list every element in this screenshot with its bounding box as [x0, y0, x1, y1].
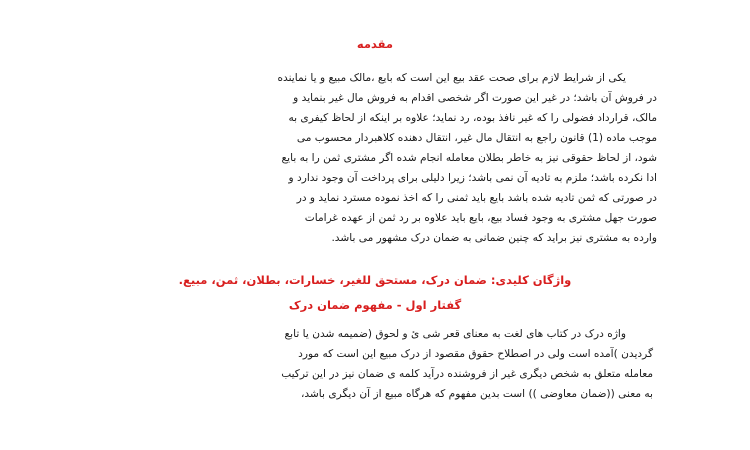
paragraph-line: در فروش آن باشد؛ در غیر این صورت اگر شخصی اقدام به فروش مال غیر بنماید و [293, 92, 657, 104]
page-title: مقدمه [356, 37, 394, 51]
paragraph-line: ادا نکرده باشد؛ ملزم به تادیه آن نمی باشد؛ زیرا دلیلی برای پرداخت آن وجود ندارد و [288, 172, 657, 184]
paragraph-line: یکی از شرایط لازم برای صحت عقد بیع این است که بایع ،مالک مبیع و یا نماینده [277, 72, 626, 84]
paragraph-line: گردیدن )آمده است ولی در اصطلاح حقوق مقصود از درک مبیع این است که مورد [298, 348, 653, 360]
paragraph-line: صورت جهل مشتری به وجود فساد بیع، بایع باید علاوه بر رد ثمن از عهده غرامات [304, 212, 657, 224]
paragraph-line: معامله متعلق به شخص دیگری غیر از فروشنده درآید کلمه ی ضمان نیز در این ترکیب [281, 368, 653, 380]
paragraph-line: وارده به مشتری نیز براید که چنین ضمانی به ضمان درک مشهور می باشد. [331, 232, 657, 244]
paragraph-line: به معنی ((ضمان معاوضی )) است بدین مفهوم که هرگاه مبیع از آن دیگری باشد، [300, 388, 653, 400]
keywords-line: واژگان کلیدی: ضمان درک، مستحق للغیر، خسارات، بطلان، ثمن، مبیع. [178, 273, 572, 287]
paragraph-line: در صورتی که ثمن تادیه شده باشد بایع باید ثمنی را که اخذ نموده مسترد نماید و در [296, 192, 657, 204]
paragraph-line: مالک، قرارداد فضولی را که غیر نافذ بوده، رد نماید؛ علاوه بر اینکه از لحاظ کیفری به [288, 112, 657, 124]
paragraph-line: شود، از لحاظ حقوقی نیز به خاطر بطلان معامله انجام شده اگر مشتری ثمن را به بایع [281, 152, 657, 164]
section-heading: گفتار اول - مفهوم ضمان درک [288, 298, 462, 312]
paragraph-line: واژه درک در کتاب های لغت به معنای قعر شی ئ و لحوق (ضمیمه شدن یا تابع [284, 328, 626, 340]
paragraph-line: موجب ماده (1) قانون راجع به انتقال مال غیر، انتقال دهنده کلاهبردار محسوب می [296, 132, 657, 144]
